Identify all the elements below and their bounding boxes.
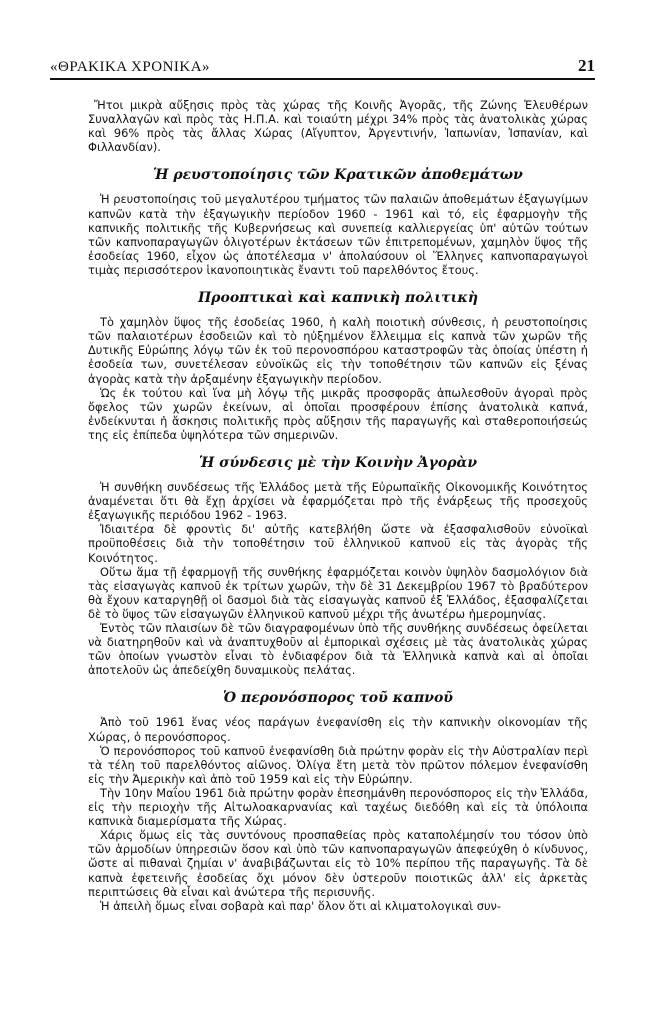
article-body [88, 98, 588, 913]
paragraph: Τὸ χαμηλὸν ὕψος τῆς ἐσοδείας 1960, ἡ καλὴ ποιοτικὴ σύνθεσις, ἡ ρευστοποίησις τῶν παλαιοτέρων ἐσοδειῶν καὶ τὸ ηὐξημένον ἔλλειμμα εἰς καπνὰ τῶν χωρῶν τῆς Δυτικῆς Εὐρώπης λόγῳ τῶν ἐκ τοῦ περονοσπόρου καταστροφῶν τὰς ὁποίας ὑπέστη ἡ ἐσοδεία των, συνετέλεσαν εὐνοϊκῶς εἰς τὴν τοποθέτησιν τῶν καπνῶν εἰς ξένας ἀγορὰς κατὰ τὴν ἀρξαμένην ἐξαγωγικὴν περίοδον. [88, 315, 588, 386]
intro-paragraph: Ἤτοι μικρὰ αὔξησις πρὸς τὰς χώρας τῆς Κοινῆς Ἀγορᾶς, τῆς Ζώνης Ἐλευθέρων Συναλλαγῶν καὶ πρὸς τὰς Η.Π.Α. καὶ τοιαύτη μέχρι 34% πρὸς τὰς ἀνατολικὰς χώρας καὶ 96% πρὸς τὰς ἄλλας Χώρας (Αἴγυπτον, Ἀργεντινήν, Ἰαπωνίαν, Ἰσπανίαν, καὶ Φιλλανδίαν). [88, 98, 588, 155]
paragraph: Ἐντὸς τῶν πλαισίων δὲ τῶν διαγραφομένων ὑπὸ τῆς συνθήκης συνδέσεως ὀφείλεται νὰ διατηρηθοῦν καὶ νὰ ἀναπτυχθοῦν αἱ ἐμπορικαὶ σχέσεις μὲ τὰς ἀνατολικὰς χώρας τῶν ὁποίων γνωστὸν εἶναι τὸ ἐνδιαφέρον διὰ τὰ Ἑλληνικὰ καπνὰ καὶ αἱ ὁποῖαι ἀποτελοῦν ὡς ἀπεδείχθη δυναμικοὺς πελάτας. [88, 621, 588, 678]
paragraph: Οὕτω ἅμα τῇ ἐφαρμογῇ τῆς συνθήκης ἐφαρμόζεται κοινὸν ὑψηλὸν δασμολόγιον διὰ τὰς εἰσαγωγὰς καπνοῦ ἐκ τρίτων χωρῶν, τὴν δὲ 31 Δεκεμβρίου 1967 τὸ βραδύτερον θὰ ἔχουν καταργηθῇ οἱ δασμοὶ διὰ τὰς εἰσαγωγὰς καπνοῦ ἐξ Ἑλλάδος, ἐξασφαλίζεται δὲ τὸ ὕψος τῶν εἰσαγωγῶν ἑλληνικοῦ καπνοῦ μέχρι τῆς ἀνωτέρω ἡμερομηνίας. [88, 564, 588, 621]
header-rule [50, 78, 595, 80]
paragraph: Ἡ ρευστοποίησις τοῦ μεγαλυτέρου τμήματος τῶν παλαιῶν ἀποθεμάτων ἐξαγωγίμων καπνῶν κατὰ τὴν ἐξαγωγικὴν περίοδον 1960 - 1961 καὶ τό, εἰς ἐφαρμογὴν τῆς καπνικῆς πολιτικῆς τῆς Κυβερνήσεως καὶ συνεπείᾳ καλλιεργείας ὑπ' αὐτῶν τούτων τῶν καπνοπαραγωγῶν ὀλιγοτέρων ἐκτάσεων τῶν ἐπιτρεπομένων, χαμηλὸν ὕψος τῆς ἐσοδείας 1960, εἶχον ὡς ἀποτέλεσμα ν' ἀπολαύσουν οἱ Ἕλληνες καπνοπαραγωγοὶ τιμὰς περισσότερον ἱκανοποιητικὰς ἔναντι τοῦ παρελθόντος ἔτους. [88, 192, 588, 277]
paragraph: Χάρις ὅμως εἰς τὰς συντόνους προσπαθείας πρὸς καταπολέμησίν του τόσον ὑπὸ τῶν ἁρμοδίων ὑπηρεσιῶν ὅσον καὶ ὑπὸ τῶν καπνοπαραγωγῶν ἀπεφεύχθη ὁ κίνδυνος, ὥστε αἱ πιθαναὶ ζημίαι ν' ἀναβιβάζωνται εἰς τὸ 10% περίπου τῆς παραγωγῆς. Τὰ δὲ καπνὰ ἐφετεινῆς ἐσοδείας ὄχι μόνον δὲν ὑστεροῦν ποιοτικῶς ἀλλ' εἰς ἀρκετὰς περιπτώσεις θὰ εἶναι καὶ ἀνώτερα τῆς περισυνῆς. [88, 828, 588, 899]
paragraph: Ὁ περονόσπορος τοῦ καπνοῦ ἐνεφανίσθη διὰ πρώτην φορὰν εἰς τὴν Αὐστραλίαν περὶ τὰ τέλη τοῦ παρελθόντος αἰῶνος. Ὀλίγα ἔτη μετὰ τὸν πρῶτον πόλεμον ἐνεφανίσθη εἰς τὴν Ἀμερικὴν καὶ ἀπὸ τοῦ 1959 καὶ εἰς τὴν Εὐρώπην. [88, 743, 588, 786]
paragraph: Ἀπὸ τοῦ 1961 ἕνας νέος παράγων ἐνεφανίσθη εἰς τὴν καπνικὴν οἰκονομίαν τῆς Χώρας, ὁ περονόσπορος. [88, 715, 588, 744]
section-heading-liquidation: Ἡ ρευστοποίησις τῶν Κρατικῶν ἀποθεμάτων [153, 167, 523, 184]
paragraph: Ὡς ἐκ τούτου καὶ ἵνα μὴ λόγῳ τῆς μικρᾶς προσφορᾶς ἀπωλεσθοῦν ἀγοραὶ πρὸς ὄφελος τῶν χωρῶν ἐκείνων, αἱ ὁποῖαι προσφέρουν ἐπίσης ἀνατολικὰ καπνά, ἐνδείκνυται ἡ ἄσκησις πολιτικῆς πρὸς αὔξησιν τῆς παραγωγῆς καὶ σταθεροποιήσεώς της εἰς ἐπίπεδα ὑψηλότερα τῶν σημερινῶν. [88, 385, 588, 442]
section-heading-prospects: Προοπτικαὶ καὶ καπνικὴ πολιτικὴ [197, 290, 479, 307]
running-header [50, 56, 595, 76]
paragraph: Ἡ συνθήκη συνδέσεως τῆς Ἑλλάδος μετὰ τῆς Εὐρωπαϊκῆς Οἰκονομικῆς Κοινότητος ἀναμένεται ὅτι θὰ ἔχῃ ἀρχίσει νὰ ἐφαρμόζεται πρὸ τῆς ἐνάρξεως τῆς προσεχοῦς ἐξαγωγικῆς περιόδου 1962 - 1963. [88, 480, 588, 523]
paragraph: Ἰδιαιτέρα δὲ φροντὶς δι' αὐτῆς κατεβλήθη ὥστε νὰ ἐξασφαλισθοῦν εὐνοϊκαὶ προϋποθέσεις διὰ τὴν τοποθέτησιν τοῦ ἑλληνικοῦ καπνοῦ εἰς τὰς ἀγορὰς τῆς Κοινότητος. [88, 522, 588, 565]
section-heading-common-market: Ἡ σύνδεσις μὲ τὴν Κοινὴν Ἀγορὰν [198, 454, 478, 471]
section-heading-blue-mold: Ὁ περονόσπορος τοῦ καπνοῦ [223, 690, 453, 707]
paragraph: Ἡ ἀπειλὴ ὅμως εἶναι σοβαρὰ καὶ παρ' ὅλον ὅτι αἱ κλιματολογικαὶ συν- [100, 898, 502, 913]
paragraph: Τὴν 10ην Μαΐου 1961 διὰ πρώτην φορὰν ἐπεσημάνθη περονόσπορος εἰς τὴν Ἑλλάδα, εἰς τὴν περιοχὴν τῆς Αἰτωλοακαρνανίας καὶ ταχέως διεδόθη καὶ εἰς τὰ ὑπόλοιπα καπνικὰ διαμερίσματα τῆς Χώρας. [88, 785, 588, 829]
journal-title: «ΘΡΑΚΙΚΑ ΧΡΟΝΙΚΑ» [50, 59, 211, 75]
page-number: 21 [578, 56, 595, 75]
